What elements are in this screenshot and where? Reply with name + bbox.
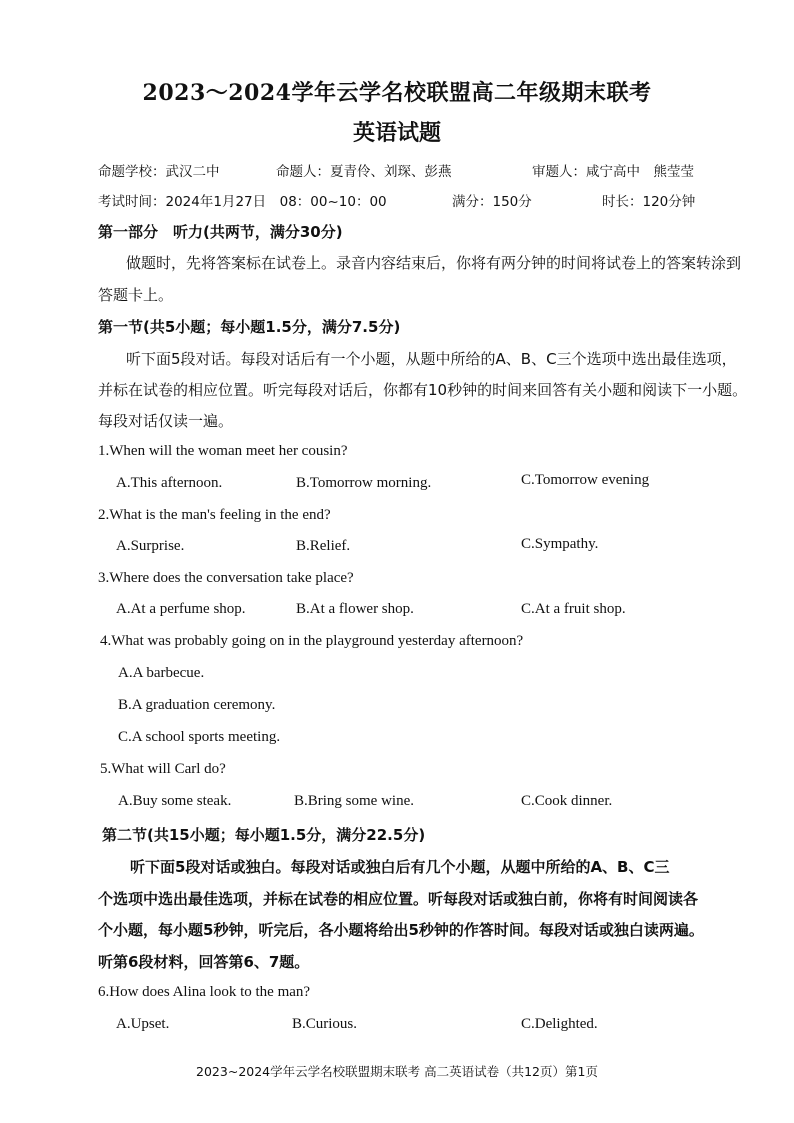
- section1-instr-line3: 每段对话仅读一遍。: [98, 412, 234, 430]
- full-score: 满分：150分: [452, 194, 532, 210]
- section2-instr-line4: 听第6段材料，回答第6、7题。: [98, 953, 310, 971]
- q6-option-b: B.Curious.: [292, 1016, 358, 1032]
- q6-option-a: A.Upset.: [116, 1016, 170, 1032]
- q3-option-b: B.At a flower shop.: [296, 601, 414, 617]
- q4-option-a: A.A barbecue.: [118, 665, 205, 681]
- question-6: 6.How does Alina look to the man?: [98, 984, 311, 1000]
- subject-title: 英语试题: [352, 120, 441, 146]
- exam-time: 考试时间：2024年1月27日 08：00~10：00: [98, 194, 387, 210]
- page-footer: 2023~2024学年云学名校联盟期末联考 高二英语试卷（共12页）第1页: [196, 1064, 598, 1079]
- question-4: 4.What was probably going on in the playground yesterday afternoon?: [100, 633, 524, 649]
- exam-title: 2023～2024学年云学名校联盟高二年级期末联考: [142, 80, 652, 106]
- q1-option-b: B.Tomorrow morning.: [296, 475, 432, 491]
- duration: 时长：120分钟: [602, 194, 696, 210]
- question-1: 1.When will the woman meet her cousin?: [98, 443, 348, 459]
- section2-instr-line2: 个选项中选出最佳选项，并标在试卷的相应位置。听每段对话或独白前，你将有时间阅读各: [98, 890, 699, 908]
- school-label: 命题学校：武汉二中: [98, 164, 220, 180]
- part1-intro-line1: 做题时，先将答案标在试卷上。录音内容结束后，你将有两分钟的时间将试卷上的答案转涂到: [126, 254, 742, 272]
- question-5: 5.What will Carl do?: [100, 761, 226, 777]
- q5-option-a: A.Buy some steak.: [118, 793, 232, 809]
- section2-heading: 第二节(共15小题；每小题1.5分，满分22.5分): [102, 826, 426, 844]
- q5-option-c: C.Cook dinner.: [521, 793, 613, 809]
- q2-option-c: C.Sympathy.: [521, 536, 599, 552]
- section1-instr-line1: 听下面5段对话。每段对话后有一个小题，从题中所给的A、B、C三个选项中选出最佳选项，: [126, 350, 737, 368]
- part1-heading: 第一部分 听力(共两节，满分30分): [98, 223, 343, 241]
- reviewer-label: 审题人：咸宁高中 熊莹莹: [532, 164, 694, 180]
- authors-label: 命题人：夏青伶、刘琛、彭燕: [276, 164, 452, 180]
- q1-option-c: C.Tomorrow evening: [521, 472, 650, 488]
- q1-option-a: A.This afternoon.: [116, 475, 223, 491]
- q2-option-a: A.Surprise.: [116, 538, 185, 554]
- q4-option-c: C.A school sports meeting.: [118, 729, 281, 745]
- part1-intro-line2: 答题卡上。: [98, 286, 174, 304]
- q2-option-b: B.Relief.: [296, 538, 351, 554]
- section1-instr-line2: 并标在试卷的相应位置。听完每段对话后，你都有10秒钟的时间来回答有关小题和阅读下一小题。: [98, 381, 748, 399]
- q4-option-b: B.A graduation ceremony.: [118, 697, 276, 713]
- question-3: 3.Where does the conversation take place?: [98, 570, 354, 586]
- q3-option-c: C.At a fruit shop.: [521, 601, 626, 617]
- section2-instr-line3: 个小题，每小题5秒钟，听完后，各小题将给出5秒钟的作答时间。每段对话或独白读两遍。: [98, 921, 704, 939]
- section1-heading: 第一节(共5小题；每小题1.5分，满分7.5分): [98, 318, 401, 336]
- q5-option-b: B.Bring some wine.: [294, 793, 414, 809]
- question-2: 2.What is the man's feeling in the end?: [98, 507, 331, 523]
- section2-instr-line1: 听下面5段对话或独白。每段对话或独白后有几个小题，从题中所给的A、B、C三: [130, 858, 670, 876]
- q6-option-c: C.Delighted.: [521, 1016, 598, 1032]
- q3-option-a: A.At a perfume shop.: [116, 601, 246, 617]
